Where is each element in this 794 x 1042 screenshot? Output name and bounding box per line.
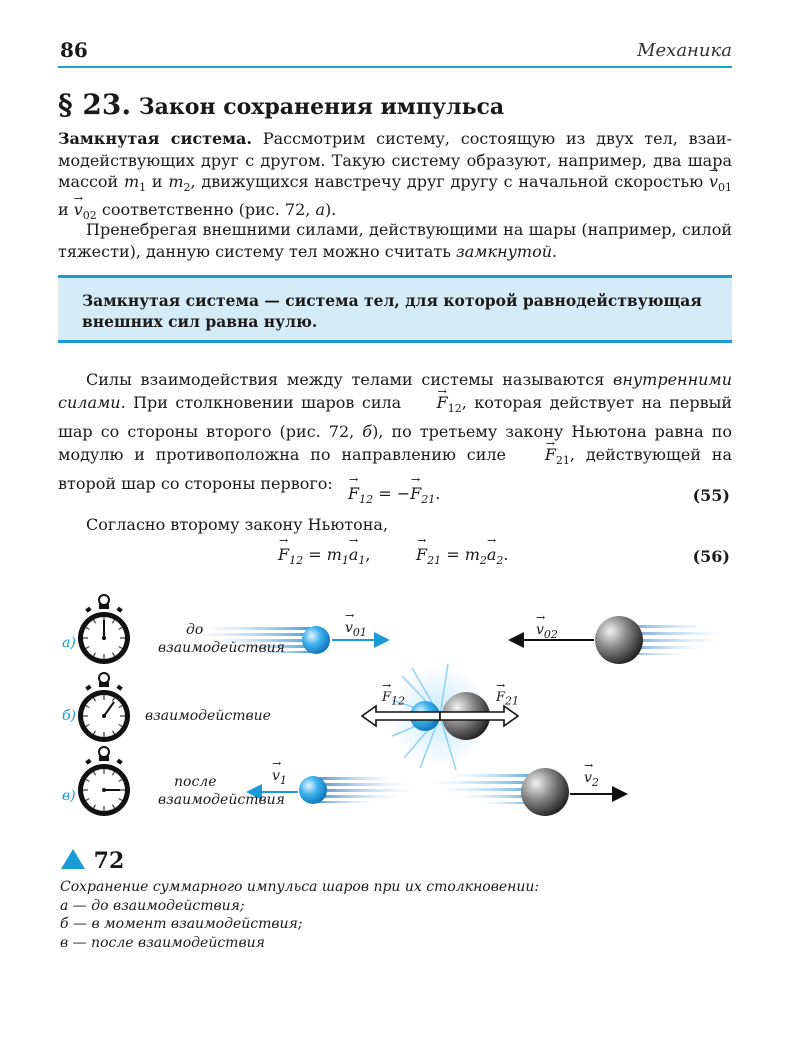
symbol-m2: m bbox=[168, 172, 184, 191]
ball-m1 bbox=[302, 626, 330, 654]
section-title bbox=[58, 88, 504, 121]
equation-55 bbox=[348, 484, 440, 506]
text: , действующей на второй шар со стороны первого: bbox=[58, 445, 732, 494]
caption-title: Сохранение суммарного импульса шаров при их столкновении: bbox=[60, 879, 540, 895]
vec: → v bbox=[345, 620, 353, 636]
label-interaction-after: взаимодействия bbox=[158, 792, 285, 808]
vec: → v bbox=[536, 622, 544, 638]
label-v1 bbox=[272, 768, 287, 787]
vec: → F bbox=[496, 690, 505, 705]
sub: 21 bbox=[421, 493, 436, 507]
paragraph-internal-forces bbox=[58, 368, 732, 495]
symbol-v01: → v bbox=[709, 171, 718, 193]
definition-box bbox=[58, 275, 732, 343]
eq-term: → F bbox=[416, 545, 427, 564]
sub: 12 bbox=[391, 694, 406, 708]
equation-number-55: (55) bbox=[692, 486, 730, 505]
symbol-v02: → v bbox=[74, 199, 83, 221]
figure-caption bbox=[60, 878, 539, 952]
sub: 1 bbox=[358, 554, 366, 568]
eq-term: → a bbox=[349, 545, 359, 564]
eq-op: . bbox=[503, 545, 509, 564]
stopwatch-icon bbox=[78, 673, 130, 742]
label-before: до bbox=[186, 622, 204, 638]
label-v2 bbox=[584, 770, 599, 789]
triangle-marker-icon bbox=[60, 848, 86, 870]
equation-56 bbox=[278, 545, 371, 567]
text: ), по третьему закону Ньютона равна по модулю и противоположна по направлению силе bbox=[58, 422, 732, 465]
sub: 2 bbox=[479, 554, 487, 568]
vec: → F bbox=[382, 690, 391, 705]
sub: 21 bbox=[505, 694, 520, 708]
section-symbol: § 23. bbox=[58, 88, 132, 121]
page-number: 86 bbox=[60, 38, 88, 62]
sub: 21 bbox=[555, 454, 570, 468]
label-v01 bbox=[345, 620, 367, 639]
vec: → v bbox=[272, 768, 280, 784]
text: , движущихся навстречу друг другу с начальной скоростью bbox=[190, 172, 709, 191]
eq-term: → F bbox=[278, 545, 289, 564]
sub: 2 bbox=[183, 181, 191, 195]
label-v02 bbox=[536, 622, 558, 641]
header-rule bbox=[58, 66, 732, 68]
figure-number-text: 72 bbox=[93, 848, 125, 874]
fig-ref: б bbox=[362, 422, 373, 442]
stopwatch-icon bbox=[78, 747, 130, 816]
caption-line: а — до взаимодействия; bbox=[60, 897, 245, 914]
ball-m1 bbox=[299, 776, 327, 804]
label-interaction-moment: взаимодействие bbox=[145, 708, 271, 724]
label-F21 bbox=[496, 690, 519, 708]
text: и bbox=[58, 199, 74, 219]
eq-term: = m bbox=[441, 545, 480, 564]
sub: 21 bbox=[427, 554, 442, 568]
sub: 12 bbox=[289, 554, 304, 568]
symbol-F12: → F bbox=[409, 391, 448, 414]
text: , которая действует на первый шар со стороны второго (рис. 72, bbox=[58, 393, 732, 442]
symbol-F21: → F bbox=[517, 443, 556, 466]
sub: 2 bbox=[496, 554, 504, 568]
caption-line: б — в момент взаимодействия; bbox=[60, 916, 303, 932]
eq-term: = m bbox=[303, 545, 342, 564]
text: Рассмотрим систему, состоящую из двух тел, взаимодействующих друг с другом. Такую систему образуют, например, два шара массой bbox=[58, 129, 732, 191]
fig-ref: а bbox=[315, 199, 325, 219]
text: . При столкновении шаров сила bbox=[120, 393, 409, 412]
sub: 12 bbox=[359, 493, 374, 507]
figure-72 bbox=[0, 590, 794, 835]
label-after: после bbox=[174, 774, 217, 790]
text: соответственно (рис. 72, bbox=[96, 199, 316, 219]
equation-56b bbox=[416, 545, 509, 567]
paragraph-newton: Согласно второму закону Ньютона, bbox=[86, 515, 389, 534]
paragraph-neglect-forces bbox=[58, 219, 732, 262]
text: Силы взаимодействия между телами системы называются bbox=[86, 370, 614, 389]
eq-term: → a bbox=[487, 545, 497, 564]
sub: 12 bbox=[447, 402, 462, 416]
symbol-m1: m bbox=[123, 172, 140, 191]
sub: 01 bbox=[352, 625, 367, 639]
label-F12 bbox=[382, 690, 405, 708]
text: . bbox=[552, 241, 558, 261]
sub: 1 bbox=[139, 181, 147, 195]
eq-op: , bbox=[365, 545, 371, 564]
ball-m2 bbox=[521, 768, 569, 816]
row-letter-b: б) bbox=[62, 708, 77, 724]
caption-line: в — после взаимодействия bbox=[60, 934, 265, 951]
definition-text: Замкнутая система — система тел, для которой равнодействующая внешних сил равна нулю. bbox=[82, 291, 702, 331]
text: и bbox=[146, 172, 169, 191]
emphasis: внутренними силами bbox=[58, 370, 732, 412]
eq-term: → F bbox=[410, 484, 421, 503]
sub: 2 bbox=[591, 775, 599, 789]
section-name: Механика bbox=[637, 40, 732, 61]
vec: → v bbox=[584, 770, 592, 786]
paragraph-closed-system bbox=[58, 128, 732, 226]
ball-m2 bbox=[595, 616, 643, 664]
figure-number bbox=[60, 848, 124, 874]
sub: 01 bbox=[718, 181, 732, 195]
emphasis: замкнутой bbox=[456, 241, 553, 261]
sub: 1 bbox=[279, 773, 287, 787]
lead-term: Замкнутая система. bbox=[58, 129, 252, 148]
section-title-text: Закон сохранения импульса bbox=[138, 94, 505, 120]
eq-term: → F bbox=[348, 484, 359, 503]
equation-number-56: (56) bbox=[692, 547, 730, 566]
row-letter-a: а) bbox=[62, 635, 76, 651]
text: ). bbox=[324, 199, 337, 219]
stopwatch-icon bbox=[78, 595, 130, 664]
row-letter-c: в) bbox=[62, 788, 76, 804]
text: Пренебрегая внешними силами, действующими на шары (например, силой тяжести), данную систему тел можно считать bbox=[58, 220, 732, 261]
sub: 1 bbox=[341, 554, 349, 568]
sub: 02 bbox=[82, 208, 97, 222]
label-interaction: взаимодействия bbox=[158, 640, 285, 656]
eq-op: = − bbox=[373, 484, 411, 503]
eq-op: . bbox=[435, 484, 441, 503]
sub: 02 bbox=[543, 627, 558, 641]
motion-trail bbox=[314, 777, 414, 803]
